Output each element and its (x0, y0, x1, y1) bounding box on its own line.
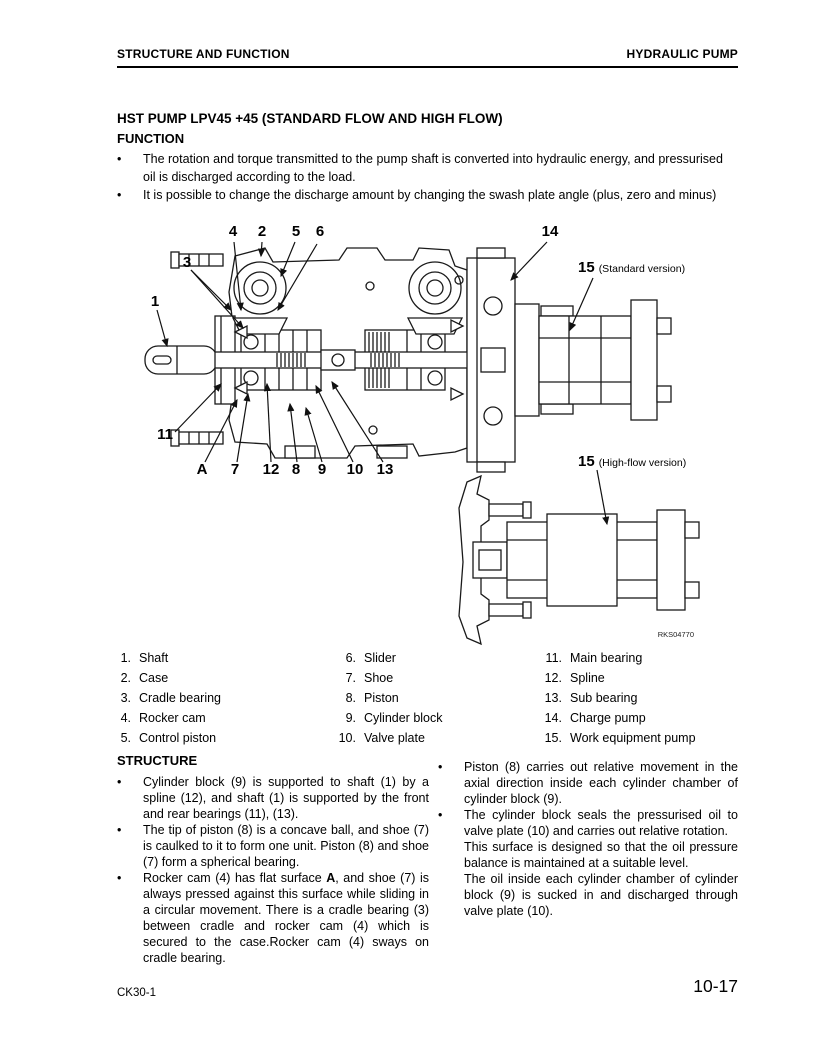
main-pump-drawing (145, 248, 671, 472)
callout-4: 4 (228, 223, 238, 240)
part-item: 14. Charge pump (544, 711, 646, 725)
part-item: 6. Slider (345, 651, 396, 665)
callout-15-standard: 15 (578, 259, 595, 276)
callout-6: 6 (315, 223, 325, 240)
bullet-marker: • (117, 871, 122, 885)
structure-bullet-3 (117, 870, 429, 966)
header-section-title: STRUCTURE AND FUNCTION (117, 47, 290, 61)
figure-code: RKS04770 (657, 630, 694, 639)
callout-8: 8 (291, 461, 301, 478)
structure-bullet-5-line-1: The cylinder block seals the pressurised oil to valve plate (10) and carries out relative rotation. (464, 808, 738, 838)
header-chapter-title: HYDRAULIC PUMP (626, 47, 738, 61)
callout-10: 10 (346, 461, 364, 478)
charge-pump-housing (467, 248, 515, 472)
structure-bullet-5 (438, 807, 738, 919)
structure-bullet-5-text (464, 807, 738, 919)
bullet-marker: • (117, 775, 122, 789)
function-heading: FUNCTION (117, 131, 185, 146)
title-block (117, 111, 738, 204)
piston-bank-lower-right (365, 366, 445, 390)
structure-bullet-5-line-2: This surface is designed so that the oil pressure balance is maintained at a suitable level. (464, 840, 738, 870)
function-bullet-1 (117, 150, 738, 186)
callout-15-high-flow: 15 (578, 453, 595, 470)
structure-bullet-3-text: Rocker cam (4) has flat surface A, and shoe (7) is always pressed against this surface while sliding in a circular movement. There is a cradle bearing (3) between cradle and rocker cam (4) which is secured to the case.Rocker cam (4) sways on cradle bearing. (143, 871, 429, 965)
footer-page-number: 10-17 (693, 976, 738, 996)
callout-12: 12 (262, 461, 280, 478)
rocker-cam-left (233, 262, 287, 334)
callout-5: 5 (291, 223, 301, 240)
standard-version-label (578, 259, 685, 277)
pump-shaft-spline (215, 350, 509, 370)
pump-line-art (115, 220, 740, 648)
surface-a-bold: A (326, 871, 336, 885)
structure-bullet-2-text: The tip of piston (8) is a concave ball, and shoe (7) is caulked to it to form one unit. Piston (8) and shoe (7) form a spherical bearing. (143, 823, 429, 869)
callout-7: 7 (230, 461, 240, 478)
drive-shaft (145, 346, 217, 374)
function-bullet-2 (117, 186, 738, 204)
structure-bullet-1-text: Cylinder block (9) is supported to shaft (1) by a spline (12), and shaft (1) is supported by the front and rear bearings (11), (13). (143, 775, 429, 821)
part-item: 3. Cradle bearing (120, 691, 221, 705)
part-item: 2. Case (120, 671, 169, 685)
part-item: 15. Work equipment pump (544, 731, 696, 745)
high-flow-version-label (578, 453, 686, 471)
part-item: 10. Valve plate (338, 731, 425, 745)
part-item: 7. Shoe (345, 671, 394, 685)
pump-cross-section-figure (115, 220, 740, 648)
header-rule (117, 66, 738, 68)
function-bullet-2-text: It is possible to change the discharge amount by changing the swash plate angle (plus, zero and minus) (143, 188, 717, 202)
piston-bank-lower-left (241, 366, 321, 390)
callout-A: A (196, 461, 208, 478)
part-item: 13. Sub bearing (544, 691, 638, 705)
callout-14: 14 (541, 223, 559, 240)
bullet-marker: • (117, 823, 122, 837)
footer-model-code: CK30-1 (117, 987, 156, 999)
callout-3: 3 (182, 254, 192, 271)
bullet-marker: • (117, 188, 122, 202)
bullet-marker: • (438, 808, 443, 822)
structure-right-column (438, 759, 738, 919)
structure-bullet-4 (438, 759, 738, 807)
bullet-marker: • (438, 760, 443, 774)
callout-11: 11 (157, 426, 173, 443)
part-item: 5. Control piston (120, 731, 217, 745)
parts-column-3 (538, 648, 740, 748)
part-item: 1. Shaft (120, 651, 169, 665)
standard-version-text: (Standard version) (598, 263, 686, 275)
part-item: 4. Rocker cam (120, 711, 206, 725)
structure-bullet-4-text: Piston (8) carries out relative movement in the axial direction inside each cylinder chamber of cylinder block (9). (464, 760, 738, 806)
high-flow-pump-drawing (459, 476, 699, 644)
bullet-marker: • (117, 152, 122, 166)
structure-bullet-2 (117, 822, 429, 870)
structure-heading: STRUCTURE (117, 753, 198, 768)
high-flow-version-text: (High-flow version) (598, 457, 687, 469)
part-item: 8. Piston (345, 691, 399, 705)
callout-9: 9 (317, 461, 327, 478)
callout-2: 2 (257, 223, 267, 240)
parts-column-1 (107, 648, 327, 748)
work-pump-standard (515, 300, 671, 420)
part-item: 9. Cylinder block (345, 711, 443, 725)
structure-bullet-1 (117, 774, 429, 822)
parts-column-2 (332, 648, 532, 748)
callout-1: 1 (150, 293, 160, 310)
function-bullet-1-text: The rotation and torque transmitted to the pump shaft is converted into hydraulic energy, and pressurised oil is discharged according to the load. (143, 152, 723, 184)
structure-left-column (117, 753, 429, 966)
structure-bullet-5-line-3: The oil inside each cylinder chamber of cylinder block (9) is sucked in and discharged through valve plate (10). (464, 872, 738, 918)
page-title: HST PUMP LPV45 +45 (STANDARD FLOW AND HIGH FLOW) (117, 111, 503, 126)
parts-list (107, 648, 740, 748)
page-header (117, 47, 738, 61)
part-item: 12. Spline (544, 671, 605, 685)
part-item: 11. Main bearing (545, 651, 643, 665)
callout-13: 13 (376, 461, 394, 478)
